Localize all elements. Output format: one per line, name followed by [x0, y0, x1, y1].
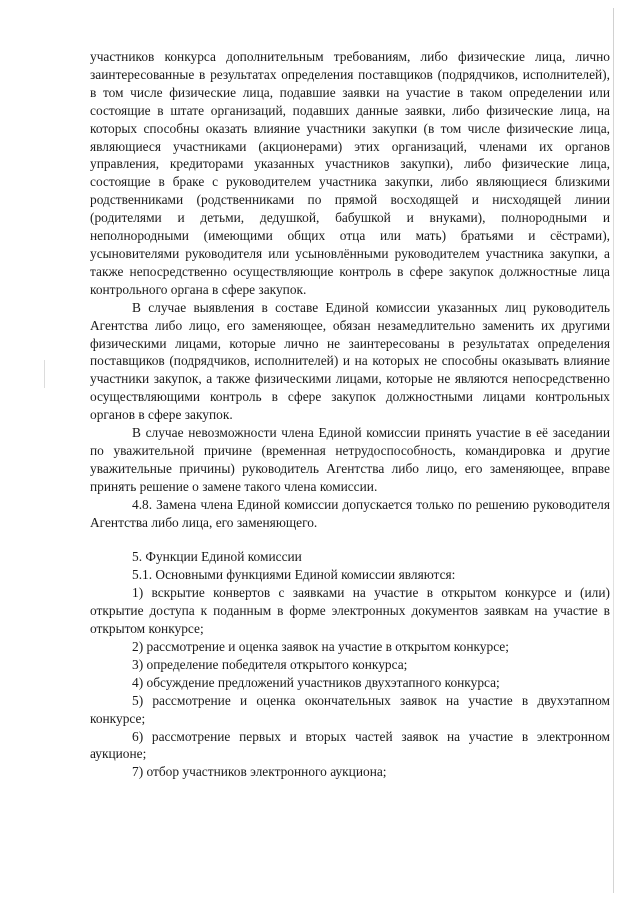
page-edge-line — [613, 8, 614, 893]
paragraph-continuation: участников конкурса дополнительным требованиям, либо физические лица, лично заинтересованные в результатах определения поставщиков (подрядчиков, исполнителей), в том числе физические лица, подавшие заявки на участие в таком определении или состоящие в штате организаций, подавших данные заявки, либо физические лица, на которых способны оказать влияние участники закупки (в том числе физические лица, являющиеся участниками (акционерами) этих организаций, членами их органов управления, кредиторами указанных участников закупки), либо физические лица, состоящие в браке с руководителем участника закупки, либо являющиеся близкими родственниками (родственниками по прямой восходящей и нисходящей линии (родителями и детьми, дедушкой, бабушкой и внуками), полнородными и неполнородными (имеющими общих отца или мать) братьями и сёстрами), усыновителями руководителя или усыновлёнными руководителем участника закупки, а также непосредственно осуществляющие контроль в сфере закупок должностные лица контрольного органа в сфере закупок. — [90, 49, 610, 297]
scan-mark — [44, 360, 45, 388]
document-page — [90, 48, 610, 781]
function-item-2: 2) рассмотрение и оценка заявок на участие в открытом конкурсе; — [132, 639, 509, 654]
function-item-3: 3) определение победителя открытого конкурса; — [132, 656, 408, 672]
paragraph-5-1: 5.1. Основными функциями Единой комиссии являются: — [132, 567, 456, 583]
section-spacer — [90, 531, 610, 548]
function-item-7: 7) отбор участников электронного аукциона; — [132, 764, 387, 780]
section-5-heading: 5. Функции Единой комиссии — [132, 549, 302, 565]
function-item-5: 5) рассмотрение и оценка окончательных заявок на участие в двухэтапном конкурсе; — [90, 692, 610, 726]
function-item-6: 6) рассмотрение первых и вторых частей заявок на участие в электронном аукционе; — [90, 728, 610, 762]
paragraph-4-8: 4.8. Замена члена Единой комиссии допускается только по решению руководителя Агентства либо лица, его заменяющего. — [90, 496, 610, 530]
paragraph-absence-replacement: В случае невозможности члена Единой комиссии принять участие в её заседании по уважительной причине (временная нетрудоспособность, командировка и другие уважительные причины) руководитель Агентства либо лицо, его заменяющее, вправе принять решение о замене такого члена комиссии. — [90, 425, 610, 494]
function-item-4: 4) обсуждение предложений участников двухэтапного конкурса; — [132, 674, 500, 690]
function-item-1: 1) вскрытие конвертов с заявками на участие в открытом конкурсе и (или) открытие доступа к поданным в форме электронных документов заявкам на участие в открытом конкурсе; — [90, 585, 610, 637]
paragraph-replacement-obligation: В случае выявления в составе Единой комиссии указанных лиц руководитель Агентства либо лицо, его заменяющее, обязан незамедлительно заменить их другими физическими лицами, которые лично не заинтересованы в результатах определения поставщиков (подрядчиков, исполнителей) и на которых не способны оказывать влияние участники закупок, а также физическими лицами, которые не являются непосредственно осуществляющими контроль в сфере закупок должностными лицами контрольных органов в сфере закупок. — [90, 299, 610, 423]
